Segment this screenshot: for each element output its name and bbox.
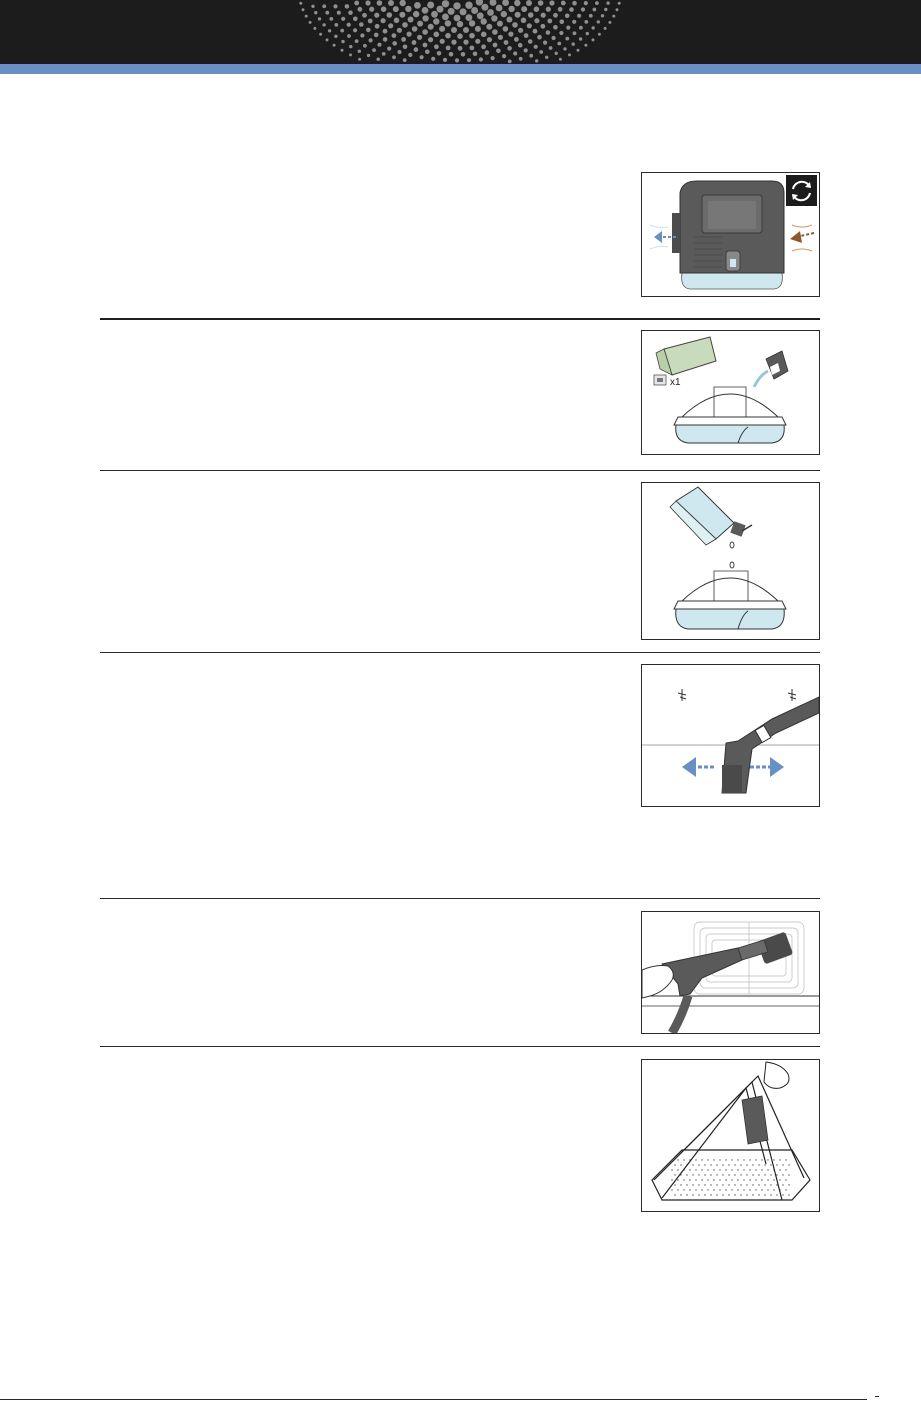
page-header	[0, 0, 921, 64]
storage-bag-icon	[652, 1062, 810, 1200]
step-4-illustration	[641, 664, 820, 807]
accent-band	[0, 64, 921, 74]
step-divider	[100, 470, 820, 471]
step-divider	[100, 318, 820, 320]
step-divider	[100, 652, 820, 653]
step-6-illustration	[641, 1059, 820, 1212]
step-3-illustration	[641, 482, 820, 640]
rotate-icon	[786, 175, 817, 206]
step-1-illustration	[641, 172, 820, 297]
halftone-dots-decoration	[0, 0, 921, 64]
footer-rule	[0, 1399, 867, 1400]
footer-mark	[875, 1396, 879, 1397]
upholstery-tool-icon	[642, 922, 819, 1033]
step-2-illustration	[641, 330, 820, 455]
step-divider	[100, 1046, 820, 1047]
step-divider	[100, 898, 820, 899]
step-5-illustration	[641, 911, 820, 1034]
quantity-label: x1	[670, 377, 681, 388]
